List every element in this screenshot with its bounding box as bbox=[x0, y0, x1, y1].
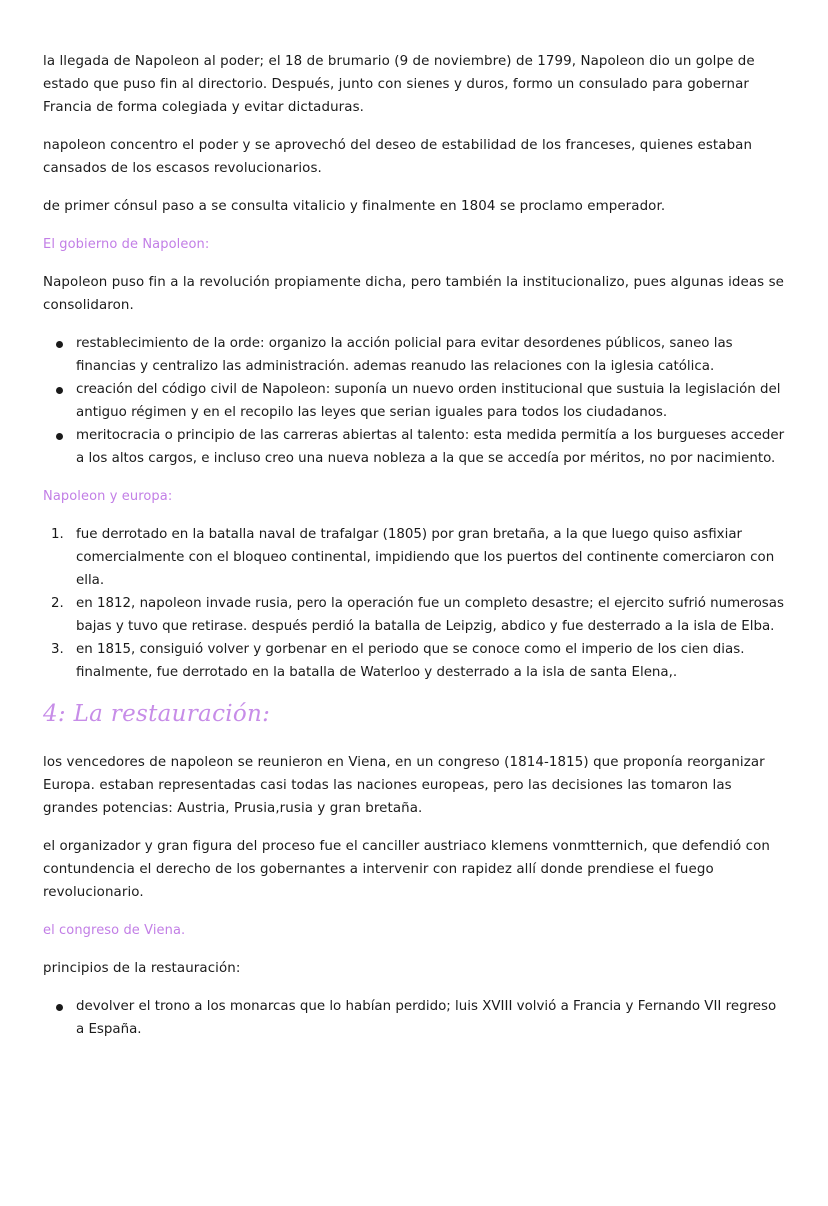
list-item bbox=[43, 995, 788, 1041]
principios-label: principios de la restauración: bbox=[43, 961, 241, 976]
gobierno-intro: Napoleon puso fin a la revolución propiamente dicha, pero también la institucionalizo, pues algunas ideas se consolidaron. bbox=[43, 275, 784, 313]
europa-heading: Napoleon y europa: bbox=[43, 489, 173, 504]
list-item-text: fue derrotado en la batalla naval de trafalgar (1805) por gran bretaña, a la que luego quiso asfixiar comercialmente con el bloqueo continental, impidiendo que los puertos del continente comerciaron con ella. bbox=[76, 527, 775, 588]
restauracion-paragraph-1: los vencedores de napoleon se reunieron en Viena, en un congreso (1814-1815) que proponía reorganizar Europa. estaban representadas casi todas las naciones europeas, pero las decisiones las tomaron las grandes potencias: Austria, Prusia,rusia y gran bretaña. bbox=[43, 755, 765, 816]
bullet-icon bbox=[56, 341, 63, 348]
document-page bbox=[43, 50, 788, 1056]
list-item bbox=[43, 523, 788, 592]
restauracion-heading: 4: La restauración: bbox=[43, 701, 271, 727]
list-item-text: meritocracia o principio de las carreras abiertas al talento: esta medida permitía a los burgueses acceder a los altos cargos, e incluso creo una nueva nobleza a la que se accedía por méritos, no por nacimiento. bbox=[76, 428, 785, 466]
list-item bbox=[43, 638, 788, 684]
list-item-text: en 1815, consiguió volver y gorbenar en el periodo que se conoce como el imperio de los cien dias. finalmente, fue derrotado en la batalla de Waterloo y desterrado a la isla de santa Elena,. bbox=[76, 642, 745, 680]
intro-paragraph-2: napoleon concentro el poder y se aprovechó del deseo de estabilidad de los franceses, quienes estaban cansados de los escasos revolucionarios. bbox=[43, 138, 753, 176]
restauracion-paragraph-2: el organizador y gran figura del proceso fue el canciller austriaco klemens vonmtternich, que defendió con contundencia el derecho de los gobernantes a intervenir con rapidez allí donde prendiese el fuego revolucionario. bbox=[43, 839, 771, 900]
congreso-list bbox=[43, 995, 788, 1041]
list-item bbox=[43, 592, 788, 638]
list-item bbox=[43, 424, 788, 470]
list-number: 1. bbox=[51, 527, 64, 542]
europa-list bbox=[43, 523, 788, 684]
bullet-icon bbox=[56, 433, 63, 440]
list-item bbox=[43, 332, 788, 378]
intro-paragraph-3: de primer cónsul paso a se consulta vitalicio y finalmente en 1804 se proclamo emperador. bbox=[43, 199, 666, 214]
list-item-text: devolver el trono a los monarcas que lo habían perdido; luis XVIII volvió a Francia y Fernando VII regreso a España. bbox=[76, 999, 777, 1037]
list-number: 2. bbox=[51, 596, 64, 611]
list-item-text: creación del código civil de Napoleon: suponía un nuevo orden institucional que sustuia la legislación del antiguo régimen y en el recopilo las leyes que serian iguales para todos los ciudadanos. bbox=[76, 382, 781, 420]
bullet-icon bbox=[56, 1004, 63, 1011]
list-item bbox=[43, 378, 788, 424]
gobierno-heading: El gobierno de Napoleon: bbox=[43, 237, 210, 252]
list-number: 3. bbox=[51, 642, 64, 657]
intro-paragraph-1: la llegada de Napoleon al poder; el 18 de brumario (9 de noviembre) de 1799, Napoleon dio un golpe de estado que puso fin al directorio. Después, junto con sienes y duros, formo un consulado para gobernar Francia de forma colegiada y evitar dictaduras. bbox=[43, 54, 755, 115]
list-item-text: en 1812, napoleon invade rusia, pero la operación fue un completo desastre; el ejercito sufrió numerosas bajas y tuvo que retirase. después perdió la batalla de Leipzig, abdico y fue desterrado a la isla de Elba. bbox=[76, 596, 784, 634]
list-item-text: restablecimiento de la orde: organizo la acción policial para evitar desordenes públicos, saneo las financias y centralizo las administración. ademas reanudo las relaciones con la iglesia católica. bbox=[76, 336, 733, 374]
congreso-heading: el congreso de Viena. bbox=[43, 923, 186, 938]
bullet-icon bbox=[56, 387, 63, 394]
gobierno-list bbox=[43, 332, 788, 470]
